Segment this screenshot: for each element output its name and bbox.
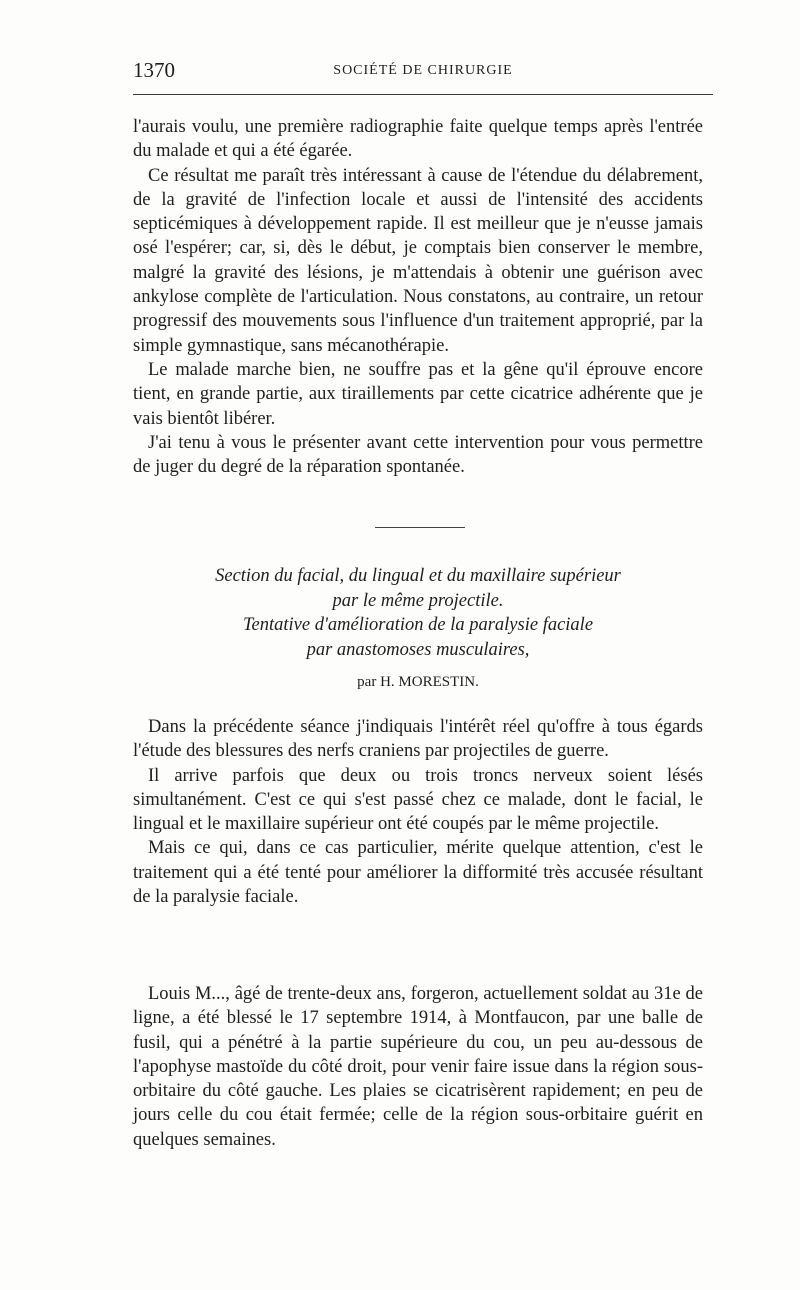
first-section-text: [133, 115, 703, 479]
page-number: 1370: [133, 58, 175, 82]
paragraph: Dans la précédente séance j'indiquais l'intérêt réel qu'offre à tous égards l'étude des blessures des nerfs craniens par projectiles de guerre.: [133, 717, 703, 762]
header-rule: [133, 94, 713, 95]
title-line: Section du facial, du lingual et du maxillaire supérieur: [215, 566, 621, 586]
running-title: SOCIÉTÉ DE CHIRURGIE: [333, 63, 513, 78]
author-byline: par H. MORESTIN.: [357, 674, 479, 690]
page-header: [133, 58, 713, 86]
title-line: par le même projectile.: [332, 590, 504, 611]
article-intro-text: [133, 715, 703, 909]
paragraph: Mais ce qui, dans ce cas particulier, mérite quelque attention, c'est le traitement qui a été tenté pour améliorer la difformité très accusée résultant de la paralysie faciale.: [133, 838, 703, 908]
title-line: par anastomoses musculaires,: [306, 639, 530, 660]
paragraph: Louis M..., âgé de trente-deux ans, forgeron, actuellement soldat au 31e de ligne, a été blessé le 17 septembre 1914, à Montfaucon, par une balle de fusil, qui a pénétré à la partie supérieure du cou, un peu au-dessous de l'apophyse mastoïde du côté droit, pour venir faire issue dans la région sous-orbitaire du côté gauche. Les plaies se cicatrisèrent rapidement; en peu de jours celle du cou était fermée; celle de la région sous-orbitaire guérit en quelques semaines.: [133, 984, 703, 1150]
paragraph: J'ai tenu à vous le présenter avant cette intervention pour vous permettre de juger du degré de la réparation spontanée.: [133, 432, 703, 478]
paragraph: Le malade marche bien, ne souffre pas et la gêne qu'il éprouve encore tient, en grande partie, aux tiraillements par cette cicatrice adhérente que je vais bientôt libérer.: [133, 359, 703, 429]
article-title: [133, 564, 703, 662]
paragraph: l'aurais voulu, une première radiographie faite quelque temps après l'entrée du malade et qui a été égarée.: [133, 117, 703, 162]
section-divider: [375, 527, 465, 528]
paragraph: Ce résultat me paraît très intéressant à cause de l'étendue du délabrement, de la gravité de l'infection locale et aussi de l'intensité des accidents septicémiques à développement rapide. Il est meilleur que je n'eusse jamais osé l'espérer; car, si, dès le début, je comptais bien conserver le membre, malgré la gravité des lésions, je m'attendais à obtenir une guérison avec ankylose complète de l'articulation. Nous constatons, au contraire, un retour progressif des mouvements sous l'influence d'un traitement approprié, par la simple gymnastique, sans mécanothérapie.: [133, 165, 703, 356]
title-line: Tentative d'amélioration de la paralysie faciale: [242, 615, 594, 635]
paragraph: Il arrive parfois que deux ou trois troncs nerveux soient lésés simultanément. C'est ce qui s'est passé chez ce malade, dont le facial, le lingual et le maxillaire supérieur ont été coupés par le même projectile.: [133, 765, 703, 835]
case-report-text: [133, 982, 703, 1152]
